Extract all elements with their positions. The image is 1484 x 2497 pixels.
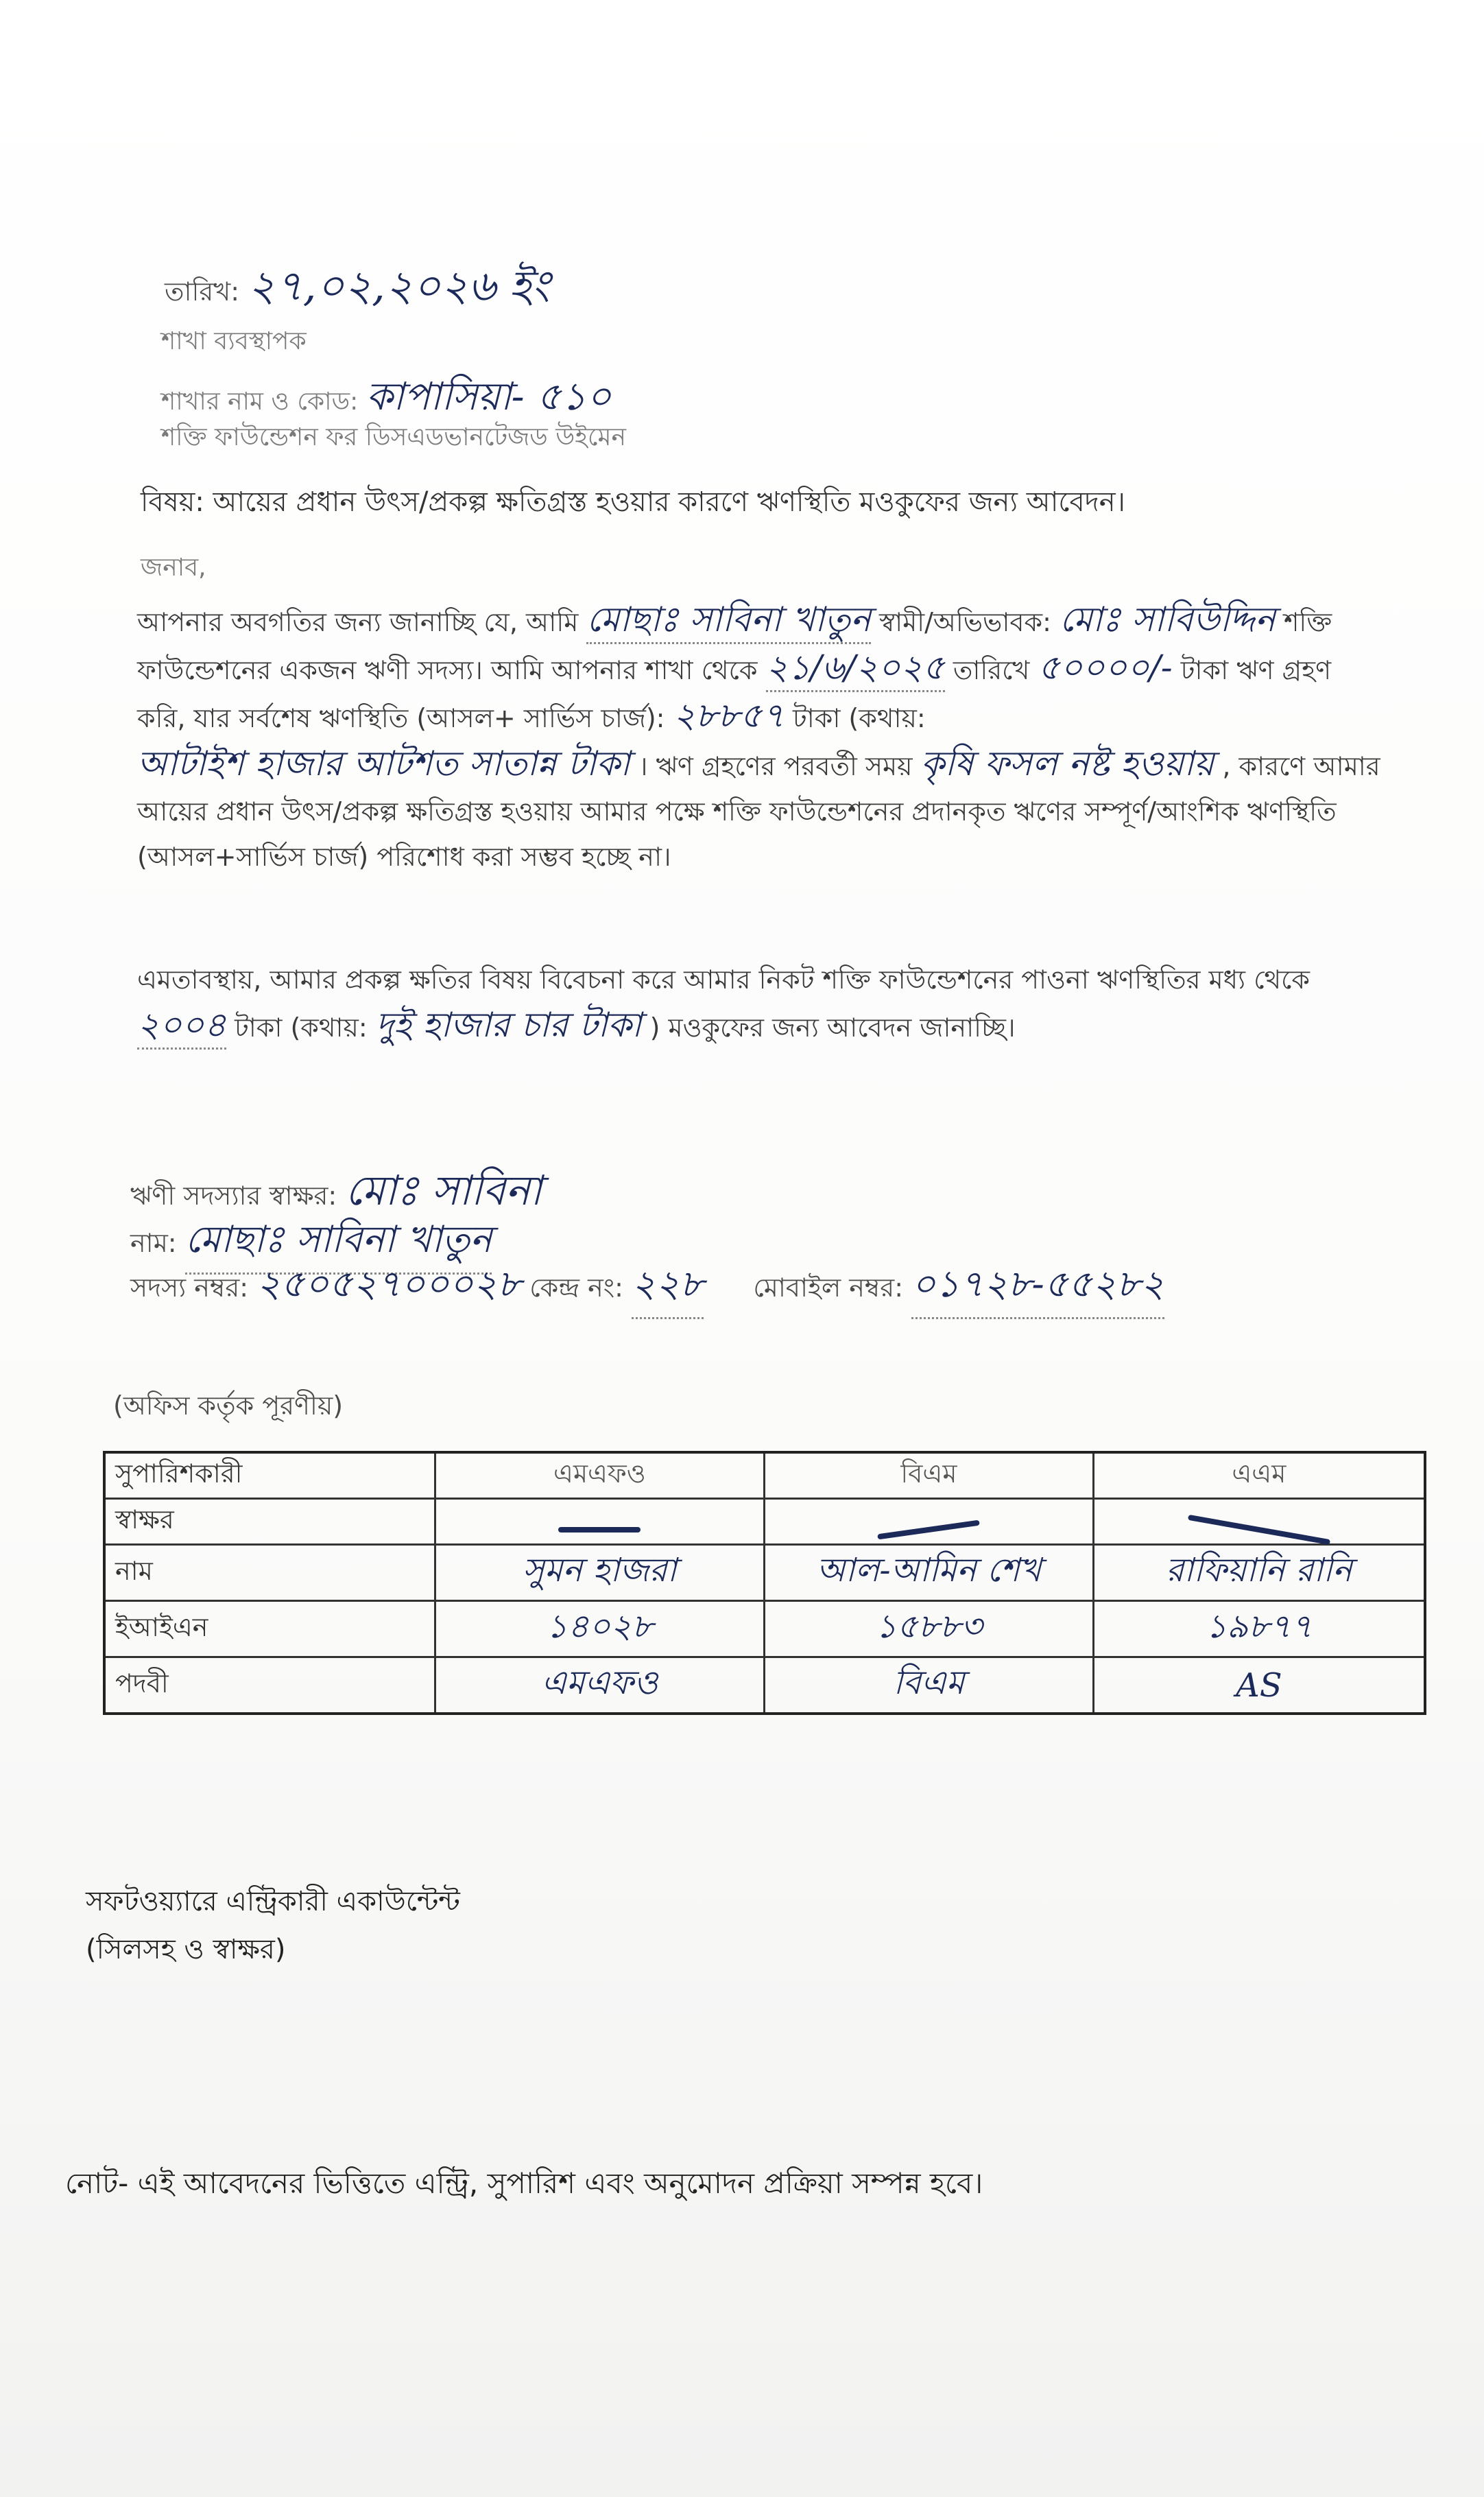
recipient-line: শাখা ব্যবস্থাপক xyxy=(161,327,307,355)
paragraph-two xyxy=(137,957,1385,1050)
balance-in-words: আটাইশ হাজার আটশত সাতান্ন টাকা xyxy=(137,744,630,783)
entry-accountant-line: সফটওয়্যারে এন্ট্রিকারী একাউন্টেন্ট xyxy=(86,1886,460,1917)
ein-cell: ১৪০২৮ xyxy=(435,1601,765,1657)
subject-line: বিষয়: আয়ের প্রধান উৎস/প্রকল্প ক্ষতিগ্রস্ত হওয়ার কারণে ঋণস্থিতি মওকুফের জন্য আবেদন। xyxy=(141,486,1125,518)
designation-cell: এমএফও xyxy=(435,1657,765,1714)
table-header-cell: এমএফও xyxy=(435,1452,765,1499)
name-cell: আল-আমিন শেখ xyxy=(765,1545,1094,1601)
table-row xyxy=(104,1545,1425,1601)
date-label: তারিখ: xyxy=(165,276,240,307)
loan-amount: ৫০০০০/- xyxy=(1038,648,1173,687)
mobile-number: ০১৭২৮-৫৫২৮২ xyxy=(911,1255,1164,1319)
ein-cell: ১৯৮৭৭ xyxy=(1093,1601,1425,1657)
member-number: ২৫০৫২৭০০০২৮ xyxy=(256,1262,522,1305)
recommendation-table xyxy=(103,1451,1426,1715)
mobile-label: মোবাইল নম্বর: xyxy=(753,1273,904,1303)
table-header-cell: বিএম xyxy=(765,1452,1094,1499)
ein-cell: ১৫৮৮৩ xyxy=(765,1601,1094,1657)
date-value: ২৭,০২,২০২৬ ইং xyxy=(248,261,550,311)
organization-line: শক্তি ফাউন্ডেশন ফর ডিসএডভানটেজড উইমেন xyxy=(161,423,626,451)
member-signature: মোঃ সাবিনা xyxy=(345,1167,542,1215)
waive-amount: ২০০৪ xyxy=(137,1002,226,1050)
row-label: ইআইএন xyxy=(104,1601,435,1657)
damage-reason: কৃষি ফসল নষ্ট হওয়ায় xyxy=(920,744,1214,783)
designation-cell: বিএম xyxy=(765,1657,1094,1714)
table-header-row xyxy=(104,1452,1425,1499)
paragraph-one xyxy=(137,597,1385,879)
p1-member-text: শক্তি ফাউন্ডেশনের একজন ঋণী সদস্য। আমি আপনার শাখা থেকে xyxy=(137,607,1332,685)
p2-start-text: এমতাবস্থায়, আমার প্রকল্প ক্ষতির বিষয় বিবেচনা করে আমার নিকট শক্তি ফাউন্ডেশনের পাওনা ঋণস্থিতির মধ্য থেকে xyxy=(137,965,1310,995)
branch-value: কাপাসিয়া- ৫১০ xyxy=(366,375,612,419)
seal-signature-line: (সিলসহ ও স্বাক্ষর) xyxy=(86,1934,286,1965)
guardian-name: মোঃ সাবিউদ্দিন xyxy=(1060,600,1276,639)
date-line xyxy=(165,254,550,324)
row-label: পদবী xyxy=(104,1657,435,1714)
name-cell: সুমন হাজরা xyxy=(435,1545,765,1601)
signature-cell xyxy=(765,1499,1094,1545)
signature-stroke xyxy=(1188,1515,1330,1545)
member-details-line xyxy=(130,1255,1164,1319)
taka-in-words-label: টাকা (কথায়: xyxy=(793,703,926,733)
signature-cell xyxy=(1093,1499,1425,1545)
member-name-label: নাম: xyxy=(130,1228,177,1258)
waive-amount-in-words: দুই হাজার চার টাকা xyxy=(375,1005,642,1045)
table-row xyxy=(104,1657,1425,1714)
date-suffix: তারিখে xyxy=(953,655,1030,685)
name-cell: রাফিয়ানি রানি xyxy=(1093,1545,1425,1601)
p2-end-text: ) মওকুফের জন্য আবেদন জানাচ্ছি। xyxy=(649,1013,1016,1043)
p1-loan-text: টাকা ঋণ গ্রহণ করি, যার সর্বশেষ ঋণস্থিতি (আসল+ সার্ভিস চার্জ): xyxy=(137,655,1332,733)
member-number-label: সদস্য নম্বর: xyxy=(130,1273,249,1303)
table-header-cell: সুপারিশকারী xyxy=(104,1452,435,1499)
p1-after-text: । ঋণ গ্রহণের পরবর্তী সময় xyxy=(638,751,913,781)
center-label: কেন্দ্র নং: xyxy=(529,1273,623,1303)
member-name: মোছাঃ সাবিনা খাতুন xyxy=(185,1211,492,1275)
balance-amount: ২৮৮৫৭ xyxy=(673,696,785,735)
footer-note: নোট- এই আবেদনের ভিত্তিতে এন্ট্রি, সুপারিশ এবং অনুমোদন প্রক্রিয়া সম্পন্ন হবে। xyxy=(65,2166,983,2200)
p2-taka-label: টাকা (কথায়: xyxy=(235,1013,368,1043)
p1-end-text: , কারণে আমার আয়ের প্রধান উৎস/প্রকল্প ক্ষতিগ্রস্ত হওয়ায় আমার পক্ষে শক্তি ফাউন্ডেশনের প্রদানকৃত ঋণের সম্পূর্ণ/আংশিক ঋণস্থিতি (আসল+সার্ভিস চার্জ) পরিশোধ করা সম্ভব হচ্ছে না। xyxy=(137,751,1380,872)
signature-stroke xyxy=(558,1527,641,1532)
row-label: স্বাক্ষর xyxy=(104,1499,435,1545)
row-label: নাম xyxy=(104,1545,435,1601)
applicant-name: মোছাঃ সাবিনা খাতুন xyxy=(586,597,871,644)
p1-intro: আপনার অবগতির জন্য জানাচ্ছি যে, আমি xyxy=(137,607,579,637)
table-header-cell: এএম xyxy=(1093,1452,1425,1499)
loan-date: ২১/৬/২০২৫ xyxy=(766,645,945,692)
guardian-label: স্বামী/অভিভাবক: xyxy=(879,607,1051,637)
salutation: জনাব, xyxy=(141,554,206,582)
member-signature-label: ঋণী সদস্যার স্বাক্ষর: xyxy=(130,1181,337,1211)
designation-cell: AS xyxy=(1093,1657,1425,1714)
table-row xyxy=(104,1601,1425,1657)
signature-stroke xyxy=(878,1520,981,1540)
branch-label: শাখার নাম ও কোড: xyxy=(161,388,359,416)
center-number: ২২৮ xyxy=(632,1255,704,1319)
signature-cell xyxy=(435,1499,765,1545)
table-row xyxy=(104,1499,1425,1545)
office-caption: (অফিস কর্তৃক পূরণীয়) xyxy=(113,1390,344,1421)
